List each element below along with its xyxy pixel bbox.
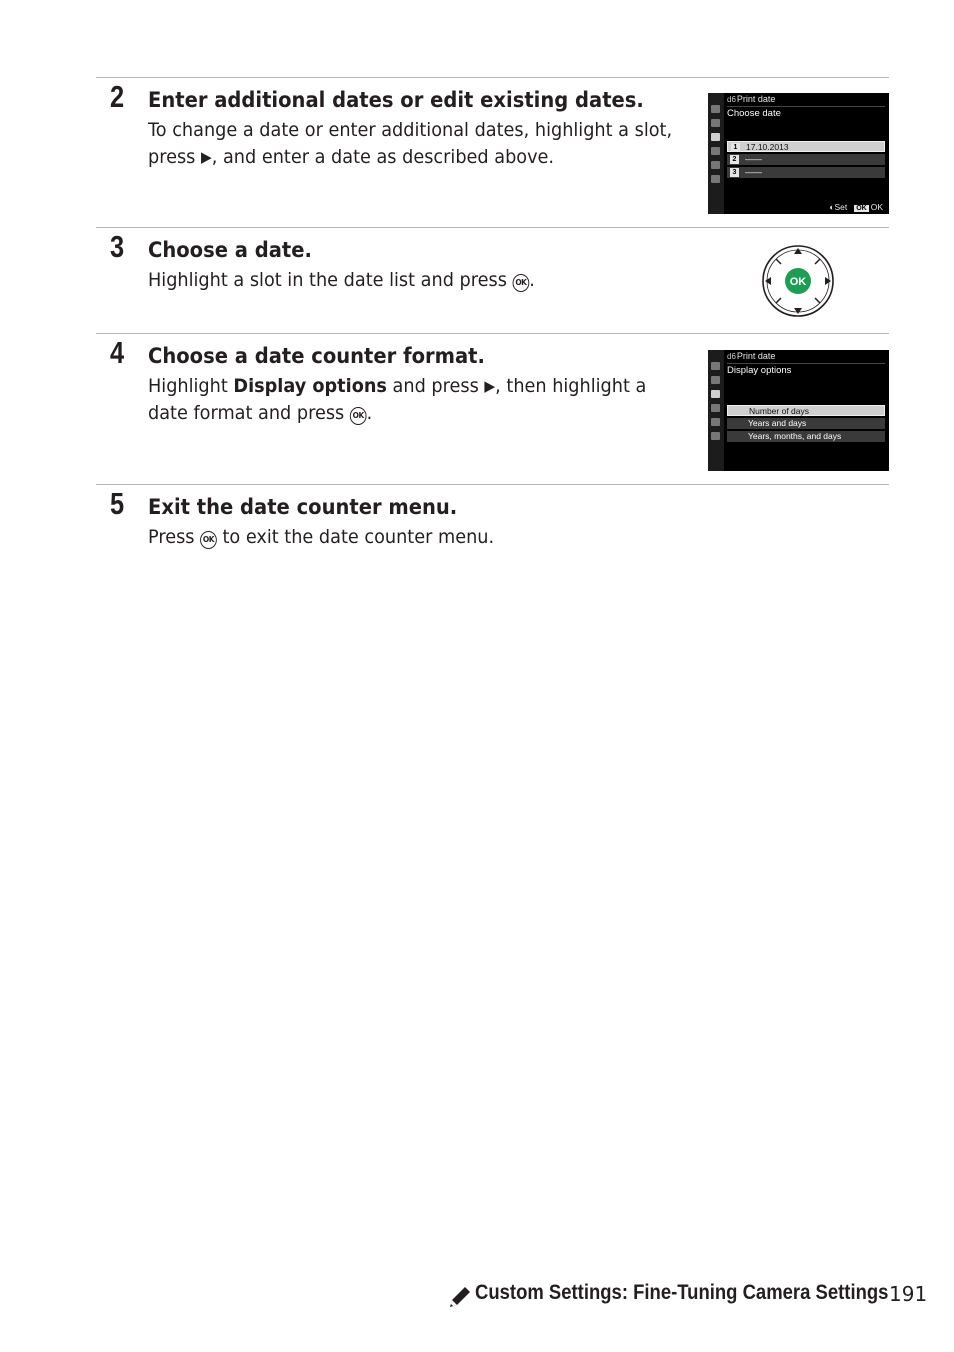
retouch-tab-icon [711,161,720,169]
ok-button-icon: OK [350,407,367,425]
camera-screen-display-options [708,350,889,471]
step-title: Choose a date counter format. [148,344,485,368]
right-arrow-icon: ▶ [200,148,212,166]
multi-selector-ok-diagram [761,244,835,318]
date-slot-row[interactable]: 1 17.10.2013 [727,141,885,152]
screen-subtitle: Choose date [727,108,781,119]
camera-screen-choose-date [708,93,889,214]
ok-icon: OK [856,205,867,212]
my-menu-tab-icon [711,432,720,440]
screen-divider [727,106,885,107]
screen-header: d6Print date [727,94,776,104]
step-number: 3 [110,229,125,264]
step-number: 2 [110,79,125,114]
display-option-row[interactable]: Number of days [727,405,885,416]
screen-subtitle: Display options [727,365,792,376]
step-4 [96,333,889,485]
step-title: Exit the date counter menu. [148,495,458,519]
right-arrow-icon: ▶ [484,377,496,395]
display-option-row[interactable]: Years, months, and days [727,431,885,442]
step-2 [96,77,889,228]
multi-selector-icon: ◐ [829,202,835,212]
custom-settings-tab-icon [711,390,720,398]
my-menu-tab-icon [711,175,720,183]
setup-tab-icon [711,404,720,412]
pencil-icon [448,1285,472,1309]
step-body: Highlight Display options and press ▶, then highlight a date format and press OK . [148,375,647,424]
step-body: Press OK to exit the date counter menu. [148,526,495,548]
display-option-row[interactable]: Years and days [727,418,885,429]
ok-button-icon: OK [513,274,530,292]
step-body: Highlight a slot in the date list and press OK . [148,269,535,291]
step-title: Choose a date. [148,238,312,262]
section-title: Custom Settings: Fine-Tuning Camera Settings [475,1281,889,1304]
menu-tab-strip [708,350,724,471]
setup-tab-icon [711,147,720,155]
shooting-tab-icon [711,119,720,127]
step-5 [96,484,889,565]
step-3 [96,227,889,334]
step-title: Enter additional dates or edit existing dates. [148,88,644,112]
retouch-tab-icon [711,418,720,426]
custom-settings-tab-icon [711,133,720,141]
date-slot-row[interactable]: 2 —— [727,154,885,165]
date-slot-row[interactable]: 3 —— [727,167,885,178]
step-number: 5 [110,486,125,521]
page-number: 191 [889,1282,928,1306]
step-body: To change a date or enter additional dates, highlight a slot, press ▶, and enter a date as described above. [148,119,673,168]
step-number: 4 [110,335,125,370]
ok-button-icon: OK [200,531,217,549]
playback-tab-icon [711,105,720,113]
playback-tab-icon [711,362,720,370]
screen-header: d6Print date [727,351,776,361]
menu-tab-strip [708,93,724,214]
shooting-tab-icon [711,376,720,384]
screen-footer: ◐Set OK OK [829,202,883,212]
screen-divider [727,363,885,364]
ok-label: OK [789,276,807,288]
